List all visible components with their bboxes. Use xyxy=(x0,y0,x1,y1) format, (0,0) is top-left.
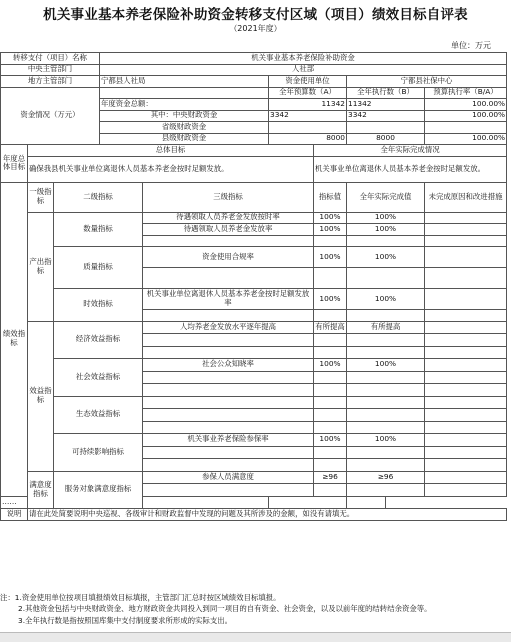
target-cell[interactable] xyxy=(314,459,347,472)
target-cell[interactable]: 有所提高 xyxy=(314,321,347,334)
l2-service-satisfaction: 服务对象满意度指标 xyxy=(54,471,143,509)
row-sustainable-1 xyxy=(1,434,507,447)
target-cell[interactable] xyxy=(314,310,347,322)
funds-row-label: 县级财政资金 xyxy=(100,133,269,145)
funds-col-budget: 全年预算数（A） xyxy=(269,87,347,99)
form-title: 机关事业基本养老保险补助资金转移支付区域（项目）绩效目标自评表 xyxy=(43,7,468,23)
reason-cell[interactable] xyxy=(347,496,386,509)
row-goal-content xyxy=(1,156,507,182)
funds-exec-cell[interactable]: 8000 xyxy=(347,133,425,145)
row-ecological-1 xyxy=(1,396,507,409)
l2-sustainable: 可持续影响指标 xyxy=(54,434,143,472)
funds-budget-cell[interactable]: 11342 xyxy=(269,99,347,111)
l3-ellipsis: …… xyxy=(1,496,54,509)
actual-cell[interactable] xyxy=(269,496,347,509)
target-cell[interactable] xyxy=(314,268,347,289)
l3-cell[interactable] xyxy=(143,384,314,397)
actual-cell[interactable] xyxy=(347,346,425,359)
row-social-1 xyxy=(1,359,507,372)
funds-exec-cell[interactable]: 11342 xyxy=(347,99,425,111)
goal-actual-text[interactable]: 机关事业单位离退休人员基本养老金按时足额发放。 xyxy=(314,156,507,182)
l3-cell[interactable] xyxy=(143,235,314,247)
l3-cell[interactable] xyxy=(143,484,314,497)
l3-cell[interactable]: 社会公众知晓率 xyxy=(143,359,314,372)
target-cell[interactable] xyxy=(314,235,347,247)
row-central-dept xyxy=(1,64,507,76)
l1-effect: 效益指标 xyxy=(28,321,54,471)
perf-col-l1: 一级指标 xyxy=(28,182,54,212)
label-description: 说明 xyxy=(1,509,28,521)
reason-cell[interactable] xyxy=(425,421,507,434)
footnotes xyxy=(0,592,509,626)
row-goal-header xyxy=(1,145,507,157)
reason-cell[interactable] xyxy=(425,268,507,289)
l2-quantity: 数量指标 xyxy=(54,212,143,247)
actual-cell[interactable]: 100% xyxy=(347,434,425,447)
label-funds: 资金情况（万元） xyxy=(1,87,100,145)
description-text[interactable]: 请在此处简要说明中央巡视、各级审计和财政监督中发现的问题及其所涉及的金额，如没有请填无。 xyxy=(28,509,507,521)
target-cell[interactable]: 100% xyxy=(314,247,347,268)
value-local-dept[interactable]: 宁都县人社局 xyxy=(100,76,269,88)
row-quantity-1 xyxy=(1,212,507,224)
target-cell[interactable] xyxy=(314,396,347,409)
l3-cell[interactable]: 资金使用合规率 xyxy=(143,247,314,268)
target-cell[interactable]: 100% xyxy=(314,212,347,224)
reason-cell[interactable] xyxy=(425,384,507,397)
actual-cell[interactable]: 100% xyxy=(347,247,425,268)
funds-rate-cell[interactable] xyxy=(425,122,507,134)
funds-row-label: 省级财政资金 xyxy=(100,122,269,134)
funds-row-label: 其中：中央财政资金 xyxy=(100,110,269,122)
l3-cell[interactable]: 待遇领取人员养老金发放按时率 xyxy=(143,212,314,224)
perf-col-l3: 三级指标 xyxy=(143,182,314,212)
reason-cell[interactable] xyxy=(425,310,507,322)
l3-cell[interactable]: 机关事业养老保险参保率 xyxy=(143,434,314,447)
funds-exec-cell[interactable] xyxy=(347,122,425,134)
perf-col-l2: 二级指标 xyxy=(54,182,143,212)
self-evaluation-table xyxy=(0,52,507,521)
row-quality-1 xyxy=(1,247,507,268)
actual-cell[interactable] xyxy=(347,235,425,247)
reason-cell[interactable] xyxy=(425,212,507,224)
actual-cell[interactable]: 有所提高 xyxy=(347,321,425,334)
l3-cell[interactable] xyxy=(143,409,314,422)
label-performance: 绩效指标 xyxy=(1,182,28,496)
actual-cell[interactable] xyxy=(347,384,425,397)
label-fund-user: 资金使用单位 xyxy=(269,76,347,88)
l3-cell[interactable] xyxy=(143,459,314,472)
actual-cell[interactable]: 100% xyxy=(347,212,425,224)
reason-cell[interactable] xyxy=(425,471,507,484)
actual-cell[interactable] xyxy=(347,310,425,322)
actual-cell[interactable] xyxy=(347,446,425,459)
reason-cell[interactable] xyxy=(425,247,507,268)
target-cell[interactable]: 100% xyxy=(314,289,347,310)
row-funds-header xyxy=(1,87,507,99)
l2-timeliness: 时效指标 xyxy=(54,289,143,322)
funds-budget-cell[interactable] xyxy=(269,122,347,134)
l3-cell[interactable] xyxy=(143,371,314,384)
l3-cell[interactable] xyxy=(143,268,314,289)
reason-cell[interactable] xyxy=(425,321,507,334)
actual-cell[interactable] xyxy=(347,268,425,289)
row-timeliness-1 xyxy=(1,289,507,310)
funds-exec-cell[interactable]: 3342 xyxy=(347,110,425,122)
l1-output: 产出指标 xyxy=(28,212,54,321)
perf-col-actual: 全年实际完成值 xyxy=(347,182,425,212)
reason-cell[interactable] xyxy=(425,484,507,497)
row-satisfaction-1 xyxy=(1,471,507,484)
reason-cell[interactable] xyxy=(425,434,507,447)
l3-cell[interactable]: 机关事业单位离退休人员基本养老金按时足额发放率 xyxy=(143,289,314,310)
footnote: 注：1.资金使用单位按项目填报绩效目标填报，主管部门汇总时按区域绩效目标填报。 xyxy=(0,593,281,602)
target-cell[interactable] xyxy=(314,446,347,459)
target-cell[interactable]: 100% xyxy=(314,224,347,236)
row-perf-header xyxy=(1,182,507,212)
actual-cell[interactable] xyxy=(347,421,425,434)
value-fund-user[interactable]: 宁都县社保中心 xyxy=(347,76,507,88)
row-economic-1 xyxy=(1,321,507,334)
l3-cell[interactable] xyxy=(143,310,314,322)
funds-col-rate: 预算执行率（B/A） xyxy=(425,87,507,99)
footnote: 2.其他资金包括与中央财政资金、地方财政资金共同投入到同一项目的自有资金、社会资金，以及以前年度的结转结余资金等。 xyxy=(18,604,432,614)
funds-row-label: 年度资金总额： xyxy=(100,99,269,111)
goal-col-actual: 全年实际完成情况 xyxy=(314,145,507,157)
reason-cell[interactable] xyxy=(425,446,507,459)
l2-social: 社会效益指标 xyxy=(54,359,143,397)
row-local-dept xyxy=(1,76,507,88)
actual-cell[interactable] xyxy=(347,459,425,472)
funds-rate-cell[interactable]: 100.00% xyxy=(425,99,507,111)
l3-cell[interactable] xyxy=(143,446,314,459)
actual-cell[interactable] xyxy=(347,484,425,497)
actual-cell[interactable]: 100% xyxy=(347,224,425,236)
l2-quality: 质量指标 xyxy=(54,247,143,289)
reason-cell[interactable] xyxy=(425,334,507,347)
goal-col-goal: 总体目标 xyxy=(28,145,314,157)
footnote: 3.全年执行数是指按照国库集中支付制度要求所形成的实际支出。 xyxy=(18,615,232,625)
target-cell[interactable] xyxy=(314,484,347,497)
goal-text[interactable]: 确保我县机关事业单位离退休人员基本养老金按时足额发放。 xyxy=(28,156,314,182)
l3-cell[interactable]: 待遇领取人员养老金发放率 xyxy=(143,224,314,236)
l3-cell[interactable]: 参保人员满意度 xyxy=(143,471,314,484)
value-project-name[interactable]: 机关事业基本养老保险补助资金 xyxy=(100,53,507,65)
l3-cell[interactable] xyxy=(143,396,314,409)
unit-label: 单位：万元 xyxy=(451,41,491,50)
funds-budget-cell[interactable]: 3342 xyxy=(269,110,347,122)
row-description xyxy=(1,509,507,521)
label-annual-goal: 年度总体目标 xyxy=(1,145,28,183)
actual-cell[interactable]: ≥96 xyxy=(347,471,425,484)
reason-cell[interactable] xyxy=(425,396,507,409)
funds-budget-cell[interactable]: 8000 xyxy=(269,133,347,145)
target-cell[interactable] xyxy=(314,421,347,434)
l3-cell[interactable] xyxy=(143,346,314,359)
perf-col-target: 指标值 xyxy=(314,182,347,212)
target-cell[interactable] xyxy=(314,384,347,397)
label-project-name: 转移支付（项目）名称 xyxy=(1,53,100,65)
l3-cell[interactable]: 人均养老金发放水平逐年提高 xyxy=(143,321,314,334)
actual-cell[interactable] xyxy=(347,409,425,422)
reason-cell[interactable] xyxy=(425,409,507,422)
target-cell[interactable] xyxy=(314,346,347,359)
target-cell[interactable] xyxy=(314,371,347,384)
funds-rate-cell[interactable]: 100.00% xyxy=(425,133,507,145)
target-cell[interactable]: 100% xyxy=(314,434,347,447)
target-cell[interactable] xyxy=(143,496,269,509)
label-central-dept: 中央主管部门 xyxy=(1,64,100,76)
reason-cell[interactable] xyxy=(425,359,507,372)
actual-cell[interactable] xyxy=(347,396,425,409)
target-cell[interactable]: 100% xyxy=(314,359,347,372)
reason-cell[interactable] xyxy=(425,459,507,472)
label-local-dept: 地方主管部门 xyxy=(1,76,100,88)
reason-cell[interactable] xyxy=(425,224,507,236)
actual-cell[interactable]: 100% xyxy=(347,359,425,372)
reason-cell[interactable] xyxy=(425,235,507,247)
funds-blank-header xyxy=(100,87,269,99)
l2-economic: 经济效益指标 xyxy=(54,321,143,359)
reason-cell[interactable] xyxy=(425,371,507,384)
reason-cell[interactable] xyxy=(425,289,507,310)
target-cell[interactable] xyxy=(314,334,347,347)
target-cell[interactable]: ≥96 xyxy=(314,471,347,484)
l2-ecological: 生态效益指标 xyxy=(54,396,143,434)
form-year: （2021年度） xyxy=(229,24,282,33)
target-cell[interactable] xyxy=(314,409,347,422)
l1-satisfaction: 满意度指标 xyxy=(28,471,54,509)
actual-cell[interactable] xyxy=(347,371,425,384)
actual-cell[interactable]: 100% xyxy=(347,289,425,310)
l3-cell[interactable] xyxy=(143,421,314,434)
funds-rate-cell[interactable]: 100.00% xyxy=(425,110,507,122)
actual-cell[interactable] xyxy=(347,334,425,347)
value-central-dept[interactable]: 人社部 xyxy=(100,64,507,76)
reason-cell[interactable] xyxy=(425,346,507,359)
l3-cell[interactable] xyxy=(143,334,314,347)
funds-col-exec: 全年执行数（B） xyxy=(347,87,425,99)
row-project-name xyxy=(1,53,507,65)
perf-col-reason: 未完成原因和改进措施 xyxy=(425,182,507,212)
